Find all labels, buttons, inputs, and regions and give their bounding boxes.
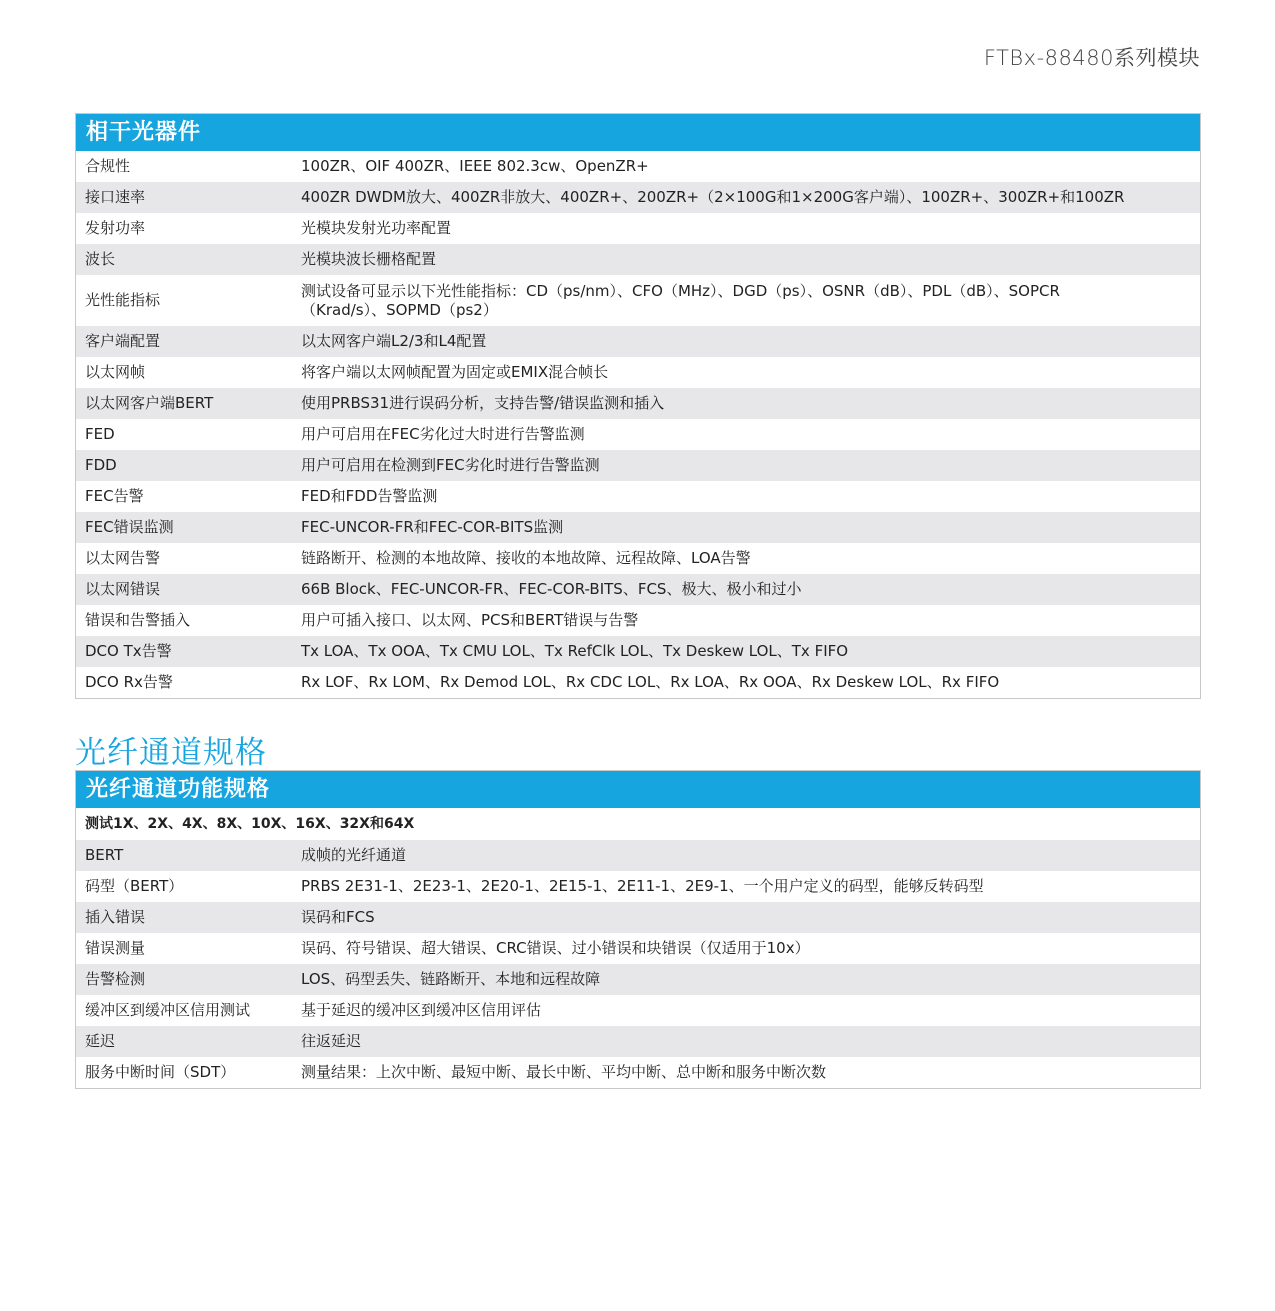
table-row <box>76 964 1200 995</box>
row-value: Tx LOA、Tx OOA、Tx CMU LOL、Tx RefClk LOL、Tx Deskew LOL、Tx FIFO <box>301 642 849 660</box>
row-label: 延迟 <box>85 1032 116 1050</box>
row-label: DCO Rx告警 <box>85 673 173 691</box>
row-value: 基于延迟的缓冲区到缓冲区信用评估 <box>301 1001 542 1019</box>
row-value: 成帧的光纤通道 <box>301 846 407 864</box>
table-row <box>76 326 1200 357</box>
document-title: FTBx-88480系列模块 <box>983 46 1200 70</box>
row-value: 使用PRBS31进行误码分析，支持告警/错误监测和插入 <box>301 394 665 412</box>
table-row <box>76 1026 1200 1057</box>
row-label: FDD <box>85 456 117 474</box>
table-row <box>76 388 1200 419</box>
table-row <box>76 182 1200 213</box>
row-value: FEC-UNCOR-FR和FEC-COR-BITS监测 <box>301 518 564 536</box>
row-value: 光模块波长栅格配置 <box>301 250 437 268</box>
row-label: 插入错误 <box>85 908 146 926</box>
table-row <box>76 667 1200 698</box>
table-row <box>76 151 1200 182</box>
row-label: 以太网错误 <box>85 580 161 598</box>
row-label: FED <box>85 425 115 443</box>
table-row <box>76 213 1200 244</box>
row-value: 光模块发射光功率配置 <box>301 219 452 237</box>
table-row <box>76 636 1200 667</box>
row-label: 合规性 <box>85 157 131 175</box>
table-row <box>76 419 1200 450</box>
table-row <box>76 605 1200 636</box>
row-label: 缓冲区到缓冲区信用测试 <box>85 1001 251 1019</box>
table-row <box>76 871 1200 902</box>
row-label: 以太网告警 <box>85 549 161 567</box>
fiber-channel-table <box>75 770 1201 1089</box>
row-label: 发射功率 <box>85 219 146 237</box>
table-row <box>76 840 1200 871</box>
table-row <box>76 933 1200 964</box>
fiber-table-title: 光纤通道功能规格 <box>76 771 1200 808</box>
row-value: 用户可启用在FEC劣化过大时进行告警监测 <box>301 425 585 443</box>
table-row <box>76 450 1200 481</box>
row-value: 用户可启用在检测到FEC劣化时进行告警监测 <box>301 456 600 474</box>
row-label: 客户端配置 <box>85 332 161 350</box>
row-value: 66B Block、FEC-UNCOR-FR、FEC-COR-BITS、FCS、极大、极小和过小 <box>301 580 802 598</box>
table-subheading: 测试1X、2X、4X、8X、10X、16X、32X和64X <box>85 816 415 832</box>
row-value: 链路断开、检测的本地故障、接收的本地故障、远程故障、LOA告警 <box>301 549 751 567</box>
row-label: BERT <box>85 846 124 864</box>
row-value: 以太网客户端L2/3和L4配置 <box>301 332 487 350</box>
table-row <box>76 512 1200 543</box>
table-row <box>76 543 1200 574</box>
table-row <box>76 275 1200 326</box>
row-value: 将客户端以太网帧配置为固定或EMIX混合帧长 <box>301 363 609 381</box>
table-row <box>76 995 1200 1026</box>
row-label: 以太网帧 <box>85 363 146 381</box>
row-value: 误码和FCS <box>301 908 375 926</box>
row-value: 往返延迟 <box>301 1032 362 1050</box>
row-value: 误码、符号错误、超大错误、CRC错误、过小错误和块错误（仅适用于10x） <box>301 939 810 957</box>
row-value: PRBS 2E31-1、2E23-1、2E20-1、2E15-1、2E11-1、2E9-1、一个用户定义的码型，能够反转码型 <box>301 877 984 895</box>
row-label: DCO Tx告警 <box>85 642 172 660</box>
row-value: 100ZR、OIF 400ZR、IEEE 802.3cw、OpenZR+ <box>301 157 649 175</box>
row-label: 告警检测 <box>85 970 146 988</box>
table-row <box>76 244 1200 275</box>
row-label: FEC错误监测 <box>85 518 174 536</box>
table-row <box>76 574 1200 605</box>
coherent-table-title: 相干光器件 <box>76 114 1200 151</box>
row-label: 光性能指标 <box>85 291 161 309</box>
row-value: FED和FDD告警监测 <box>301 487 438 505</box>
table-row <box>76 357 1200 388</box>
row-label: 以太网客户端BERT <box>85 394 214 412</box>
section-title: 光纤通道规格 <box>75 735 267 771</box>
table-row <box>76 1057 1200 1088</box>
row-label: 码型（BERT） <box>85 877 184 895</box>
row-label: FEC告警 <box>85 487 144 505</box>
row-label: 波长 <box>85 250 116 268</box>
coherent-optics-table <box>75 113 1201 699</box>
row-value: 测试设备可显示以下光性能指标：CD（ps/nm）、CFO（MHz）、DGD（ps）、OSNR（dB）、PDL（dB）、SOPCR（Krad/s）、SOPMD（ps2） <box>301 281 1060 319</box>
row-label: 错误测量 <box>85 939 146 957</box>
table-row <box>76 481 1200 512</box>
table-row <box>76 902 1200 933</box>
row-value: 测量结果：上次中断、最短中断、最长中断、平均中断、总中断和服务中断次数 <box>301 1063 827 1081</box>
row-label: 接口速率 <box>85 188 146 206</box>
row-label: 错误和告警插入 <box>85 611 191 629</box>
row-label: 服务中断时间（SDT） <box>85 1063 236 1081</box>
row-value: Rx LOF、Rx LOM、Rx Demod LOL、Rx CDC LOL、Rx LOA、Rx OOA、Rx Deskew LOL、Rx FIFO <box>301 673 1000 691</box>
row-value: 400ZR DWDM放大、400ZR非放大、400ZR+、200ZR+（2×100G和1×200G客户端）、100ZR+、300ZR+和100ZR <box>301 188 1125 206</box>
row-value: LOS、码型丢失、链路断开、本地和远程故障 <box>301 970 601 988</box>
row-value: 用户可插入接口、以太网、PCS和BERT错误与告警 <box>301 611 639 629</box>
